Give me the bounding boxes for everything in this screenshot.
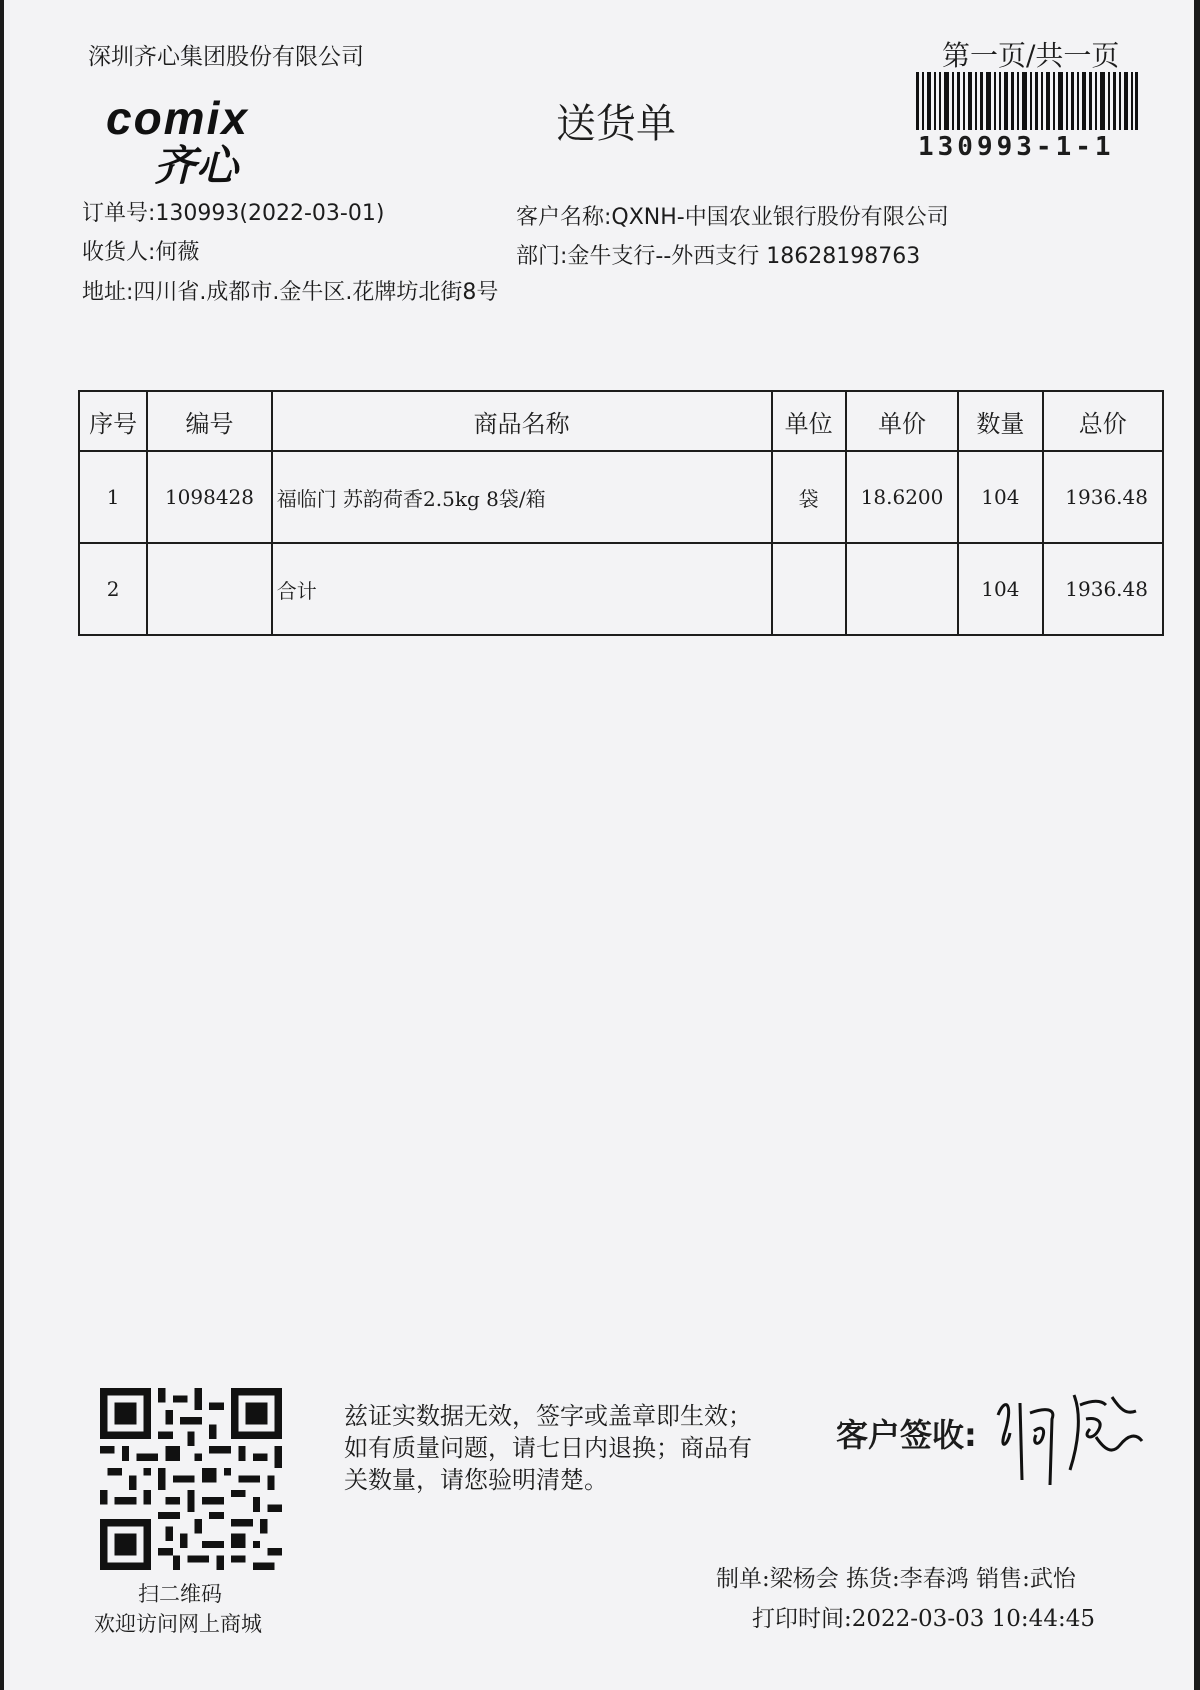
col-header-quantity: 数量 [958,391,1042,451]
table-row [79,451,1163,543]
staff-line: 制单:梁杨会 拣货:李春鸿 销售:武怡 [716,1566,1076,1592]
customer-sign-label: 客户签收: [836,1416,977,1454]
customer-name [516,200,949,231]
cell-total: 1936.48 [1043,543,1163,635]
cell-product: 合计 [272,543,772,635]
page-indicator: 第一页/共一页 [942,39,1120,72]
barcode-image [916,72,1138,130]
dept-label: 部门: [516,244,568,269]
col-header-code: 编号 [147,391,271,451]
handwritten-signature [986,1375,1156,1495]
company-name: 深圳齐心集团股份有限公司 [88,44,364,70]
cell-product: 福临门 苏韵荷香2.5kg 8袋/箱 [272,451,772,543]
receiver-label: 收货人: [82,240,156,265]
col-header-product: 商品名称 [272,391,772,451]
address-label: 地址: [82,280,134,305]
document-title: 送货单 [556,101,676,147]
order-label: 订单号: [82,201,156,226]
cell-code: 1098428 [147,451,271,543]
cell-index: 1 [79,451,147,543]
customer-value: QXNH-中国农业银行股份有限公司 [611,205,949,230]
comix-logo [104,92,334,188]
cell-index: 2 [79,543,147,635]
qr-caption: 扫二维码 [138,1582,222,1606]
cell-unit [772,543,846,635]
col-header-total: 总价 [1043,391,1163,451]
address [82,275,498,306]
cell-unit-price [846,543,958,635]
col-header-unit: 单位 [772,391,846,451]
table-header-row [79,391,1163,451]
cell-total: 1936.48 [1043,451,1163,543]
table-row-total [79,543,1163,635]
print-time: 打印时间:2022-03-03 10:44:45 [752,1606,1095,1632]
svg-text:齐心: 齐心 [154,141,239,188]
notice-text: 兹证实数据无效，签字或盖章即生效；如有质量问题，请七日内退换；商品有关数量，请您验明清楚。 [344,1402,752,1494]
department [516,239,920,270]
receiver-value: 何薇 [155,240,200,265]
cell-code [147,543,271,635]
dept-value: 金牛支行--外西支行 18628198763 [567,244,921,269]
svg-text:comix: comix [106,92,249,144]
qr-code-image[interactable] [100,1388,282,1570]
cell-unit-price: 18.6200 [846,451,958,543]
cell-quantity: 104 [958,543,1042,635]
delivery-note-paper [4,0,1194,1690]
cell-unit: 袋 [772,451,846,543]
receiver [82,235,199,266]
col-header-index: 序号 [79,391,147,451]
items-table [78,390,1164,636]
customer-label: 客户名称: [516,205,612,230]
barcode-number: 130993-1-1 [918,132,1115,162]
address-value: 四川省.成都市.金牛区.花牌坊北街8号 [133,280,499,305]
qr-caption-mall: 欢迎访问网上商城 [94,1612,262,1636]
cell-quantity: 104 [958,451,1042,543]
order-number [82,196,384,227]
col-header-unit-price: 单价 [846,391,958,451]
order-value: 130993(2022-03-01) [155,201,385,226]
